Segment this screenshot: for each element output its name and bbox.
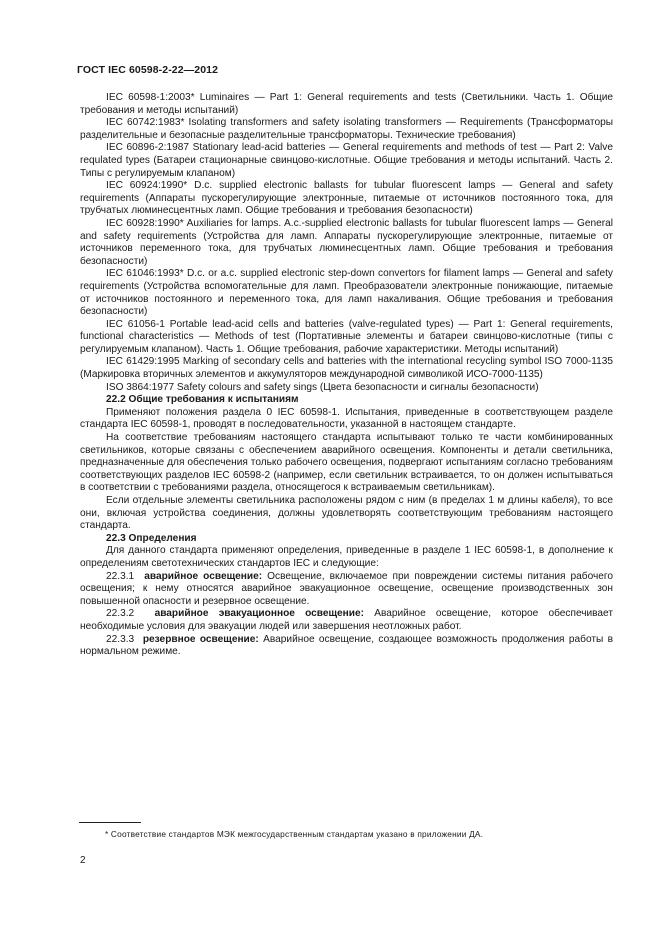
definition-22-3-2 — [80, 608, 613, 633]
definition-text: Аварийное освещение, создающее возможность продолжения работы в нормальном режиме. — [80, 633, 613, 658]
body-paragraph: На соответствие требованиям настоящего стандарта испытывают только те части комбинированных светильников, которые связаны с обеспечением аварийного освещения. Компоненты и детали светильника, предназначенные для обеспечения только рабочего освещения, подвергают испытаниям согласно требованиям соответствующих разделов IEC 60598-2 (например, если светильник встраивается, то он должен испытываться в соответствии с требованиями раздела, относящегося к встраиваемым светильникам). — [80, 432, 613, 494]
reference-entry: IEC 60896-2:1987 Stationary lead-acid batteries — General requirements and methods of test — Part 2: Valve requlated types (Батареи стационарные свинцово-кислотные. Общие требования и методы испытаний. Часть 2. Типы с регулируемым клапаном) — [80, 142, 613, 179]
document-body — [80, 92, 613, 659]
reference-entry: IEC 61046:1993* D.c. or a.c. supplied electronic step-down convertors for filament lamps — General and safety requirements (Устройства вспомогательные для ламп. Преобразователи электронные понижающие, питаемые от источников постоянного и переменного тока, для ламп накаливания. Общие требования и требования безопасности) — [80, 268, 613, 318]
body-paragraph: Применяют положения раздела 0 IEC 60598-1. Испытания, приведенные в соответствующем разделе стандарта IEC 60598-1, проводят в последовательности, указанной в настоящем стандарте. — [80, 406, 613, 431]
footnote: * Соответствие стандартов МЭК межгосударственным стандартам указано в приложении ДА. — [105, 829, 484, 839]
body-paragraph: Для данного стандарта применяют определения, приведенные в разделе 1 IEC 60598-1, в дополнение к определениям светотехнических стандартов IEC и следующие: — [80, 545, 613, 569]
definition-text: Освещение, включаемое при повреждении системы питания рабочего освещения; к нему относятся аварийное эвакуационное освещение, освещение производственных зон повышенной опасности и резервное освещение. — [80, 570, 613, 607]
definition-term: аварийное эвакуационное освещение: — [154, 608, 365, 620]
page-number: 2 — [80, 855, 86, 866]
definition-text: Аварийное освещение, которое обеспечивает необходимые условия для эвакуации людей или завершения неотложных работ. — [80, 608, 613, 632]
body-paragraph: Если отдельные элементы светильника расположены рядом с ним (в пределах 1 м длины кабеля), то все они, включая устройства соединения, должны удовлетворять соответствующим требованиям настоящего стандарта. — [80, 495, 613, 532]
definition-number: 22.3.3 — [106, 633, 135, 645]
definition-22-3-3 — [80, 634, 613, 659]
reference-entry: IEC 60742:1983* Isolating transformers and safety isolating transformers — Requirements (Трансформаторы разделительные и безопасные разделительные трансформаторы. Технические требования) — [80, 117, 613, 141]
reference-entry: IEC 61429:1995 Marking of secondary cells and batteries with the international recycling symbol ISO 7000-1135 (Маркировка вторичных элементов и аккумуляторов международной символикой ИСО-7000-1135) — [80, 356, 613, 381]
reference-entry: ISO 3864:1977 Safety colours and safety sings (Цвета безопасности и сигналы безопасности) — [106, 381, 539, 393]
reference-entry: IEC 60924:1990* D.c. supplied electronic ballasts for tubular fluorescent lamps — General and safety requirements (Аппараты пускорегулирующие электронные, питаемые от источников постоянного тока, для трубчатых люминесцентных ламп. Общие требования и требования безопасности) — [80, 180, 613, 217]
reference-entry: IEC 61056-1 Portable lead-acid cells and batteries (valve-regulated types) — Part 1: General requirements, functional characteristics — Methods of test (Портативные элементы и батареи свинцово-кислотные (типы с регулируемым клапаном). Часть 1. Общие требования, рабочие характеристики. Методы испытаний) — [80, 318, 613, 355]
definition-term: резервное освещение: — [142, 633, 259, 645]
reference-entry: IEC 60928:1990* Auxiliaries for lamps. A.c.-supplied electronic ballasts for tubular fluorescent lamps — General and safety requirements (Устройства для ламп. Аппараты пускорегулирующие электронные, питаемые от источников переменного тока, для трубчатых люминесцентных ламп. Общие требования и требования безопасности) — [80, 217, 613, 267]
definition-term: аварийное освещение: — [144, 570, 263, 582]
section-heading-22-2: 22.2 Общие требования к испытаниям — [106, 394, 299, 406]
section-heading-22-3: 22.3 Определения — [106, 532, 197, 544]
definition-number: 22.3.1 — [106, 570, 135, 582]
definition-number: 22.3.2 — [106, 608, 135, 620]
reference-entry: IEC 60598-1:2003* Luminaires — Part 1: General requirements and tests (Светильники. Часть 1. Общие требования и методы испытаний) — [80, 92, 613, 116]
footnote-divider — [79, 822, 141, 823]
document-header: ГОСТ IEC 60598-2-22—2012 — [77, 64, 219, 76]
definition-22-3-1 — [80, 571, 613, 609]
